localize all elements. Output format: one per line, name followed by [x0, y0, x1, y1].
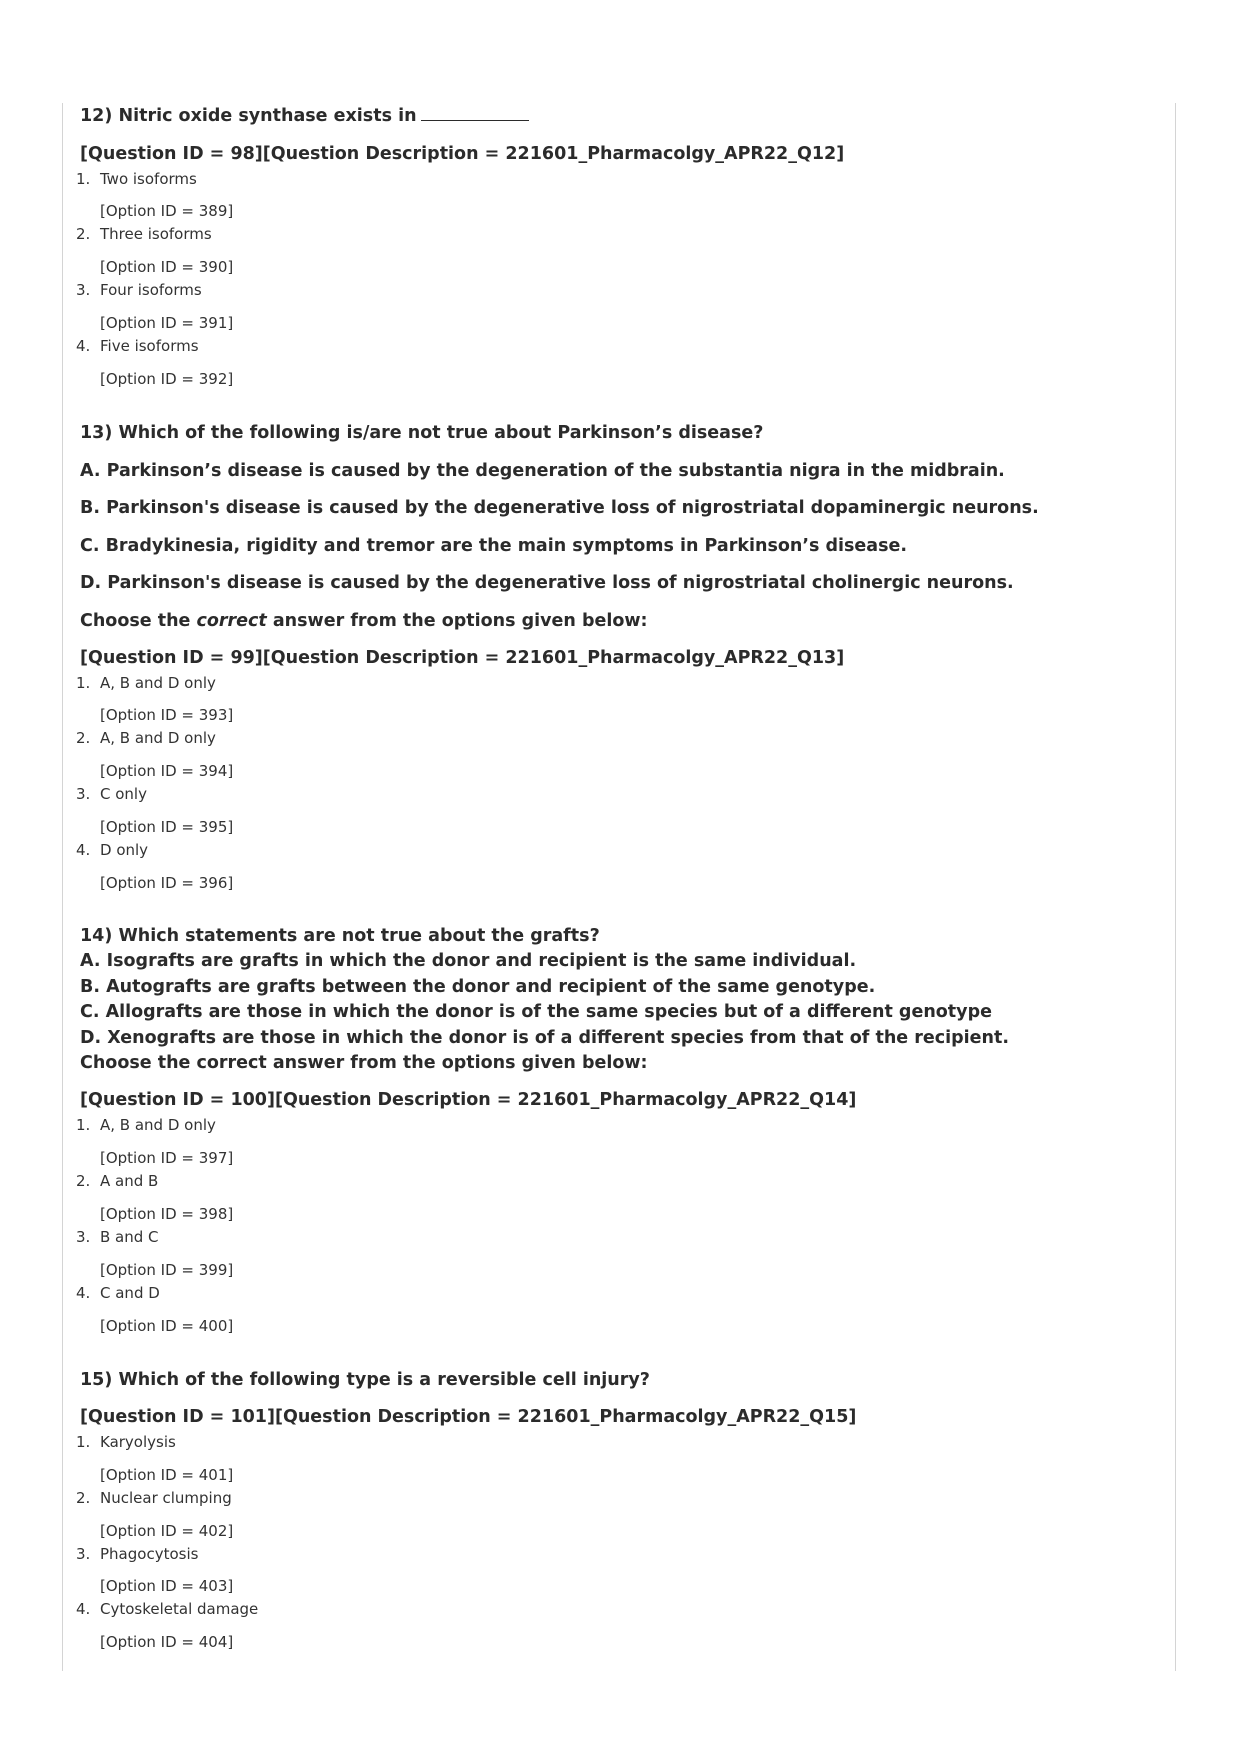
statement-line: B. Autografts are grafts between the donor and recipient of the same genotype.	[80, 977, 876, 997]
option-item[interactable]: 3. B and C	[76, 1228, 159, 1246]
option-item[interactable]: 1. Karyolysis	[76, 1433, 176, 1451]
statement-line: C. Allografts are those in which the donor is of the same species but of a different genotype	[80, 1002, 992, 1022]
statement-line: D. Parkinson's disease is caused by the degenerative loss of nigrostriatal cholinergic neurons.	[80, 573, 1014, 593]
question-15-meta: [Question ID = 101][Question Description = 221601_Pharmacolgy_APR22_Q15]	[80, 1407, 857, 1427]
option-id: [Option ID = 393]	[100, 706, 234, 724]
option-id: [Option ID = 399]	[100, 1261, 234, 1279]
option-id: [Option ID = 391]	[100, 314, 234, 332]
question-14-meta: [Question ID = 100][Question Description = 221601_Pharmacolgy_APR22_Q14]	[80, 1090, 857, 1110]
option-id: [Option ID = 395]	[100, 818, 234, 836]
choose-instruction: Choose the correct answer from the options given below:	[80, 1053, 648, 1073]
option-id: [Option ID = 400]	[100, 1317, 234, 1335]
option-item[interactable]: 2. A, B and D only	[76, 729, 216, 747]
statement-line: A. Isografts are grafts in which the donor and recipient is the same individual.	[80, 951, 857, 971]
statement-line: D. Xenografts are those in which the donor is of a different species from that of the recipient.	[80, 1028, 1009, 1048]
option-id: [Option ID = 397]	[100, 1149, 234, 1167]
option-id: [Option ID = 390]	[100, 258, 234, 276]
option-item[interactable]: 4. Cytoskeletal damage	[76, 1600, 259, 1618]
option-item[interactable]: 2. A and B	[76, 1172, 159, 1190]
option-id: [Option ID = 392]	[100, 370, 234, 388]
option-id: [Option ID = 398]	[100, 1205, 234, 1223]
option-id: [Option ID = 402]	[100, 1522, 234, 1540]
option-item[interactable]: 3. Four isoforms	[76, 281, 202, 299]
statement-line: C. Bradykinesia, rigidity and tremor are the main symptoms in Parkinson’s disease.	[80, 536, 908, 556]
option-id: [Option ID = 401]	[100, 1466, 234, 1484]
question-15-stem: 15) Which of the following type is a reversible cell injury?	[80, 1370, 650, 1390]
option-id: [Option ID = 394]	[100, 762, 234, 780]
statement-line: A. Parkinson’s disease is caused by the degeneration of the substantia nigra in the midbrain.	[80, 461, 1005, 481]
answer-blank	[421, 106, 529, 121]
question-13-meta: [Question ID = 99][Question Description = 221601_Pharmacolgy_APR22_Q13]	[80, 648, 845, 668]
option-item[interactable]: 4. D only	[76, 841, 149, 859]
option-id: [Option ID = 403]	[100, 1577, 234, 1595]
option-item[interactable]: 1. Two isoforms	[76, 170, 197, 188]
choose-instruction: Choose the correct answer from the options given below:	[80, 611, 648, 631]
option-item[interactable]: 3. Phagocytosis	[76, 1545, 199, 1563]
option-id: [Option ID = 389]	[100, 202, 234, 220]
option-item[interactable]: 2. Nuclear clumping	[76, 1489, 232, 1507]
option-item[interactable]: 1. A, B and D only	[76, 674, 216, 692]
option-item[interactable]: 2. Three isoforms	[76, 225, 212, 243]
option-item[interactable]: 4. Five isoforms	[76, 337, 199, 355]
option-item[interactable]: 3. C only	[76, 785, 147, 803]
question-13-stem: 13) Which of the following is/are not true about Parkinson’s disease?	[80, 423, 764, 443]
statement-line: B. Parkinson's disease is caused by the degenerative loss of nigrostriatal dopaminergic neurons.	[80, 498, 1039, 518]
question-12-stem: 12) Nitric oxide synthase exists in	[80, 106, 529, 126]
option-id: [Option ID = 396]	[100, 874, 234, 892]
option-id: [Option ID = 404]	[100, 1633, 234, 1651]
option-item[interactable]: 4. C and D	[76, 1284, 160, 1302]
question-12-meta: [Question ID = 98][Question Description = 221601_Pharmacolgy_APR22_Q12]	[80, 144, 845, 164]
option-item[interactable]: 1. A, B and D only	[76, 1116, 216, 1134]
question-14-stem: 14) Which statements are not true about the grafts?	[80, 926, 600, 946]
